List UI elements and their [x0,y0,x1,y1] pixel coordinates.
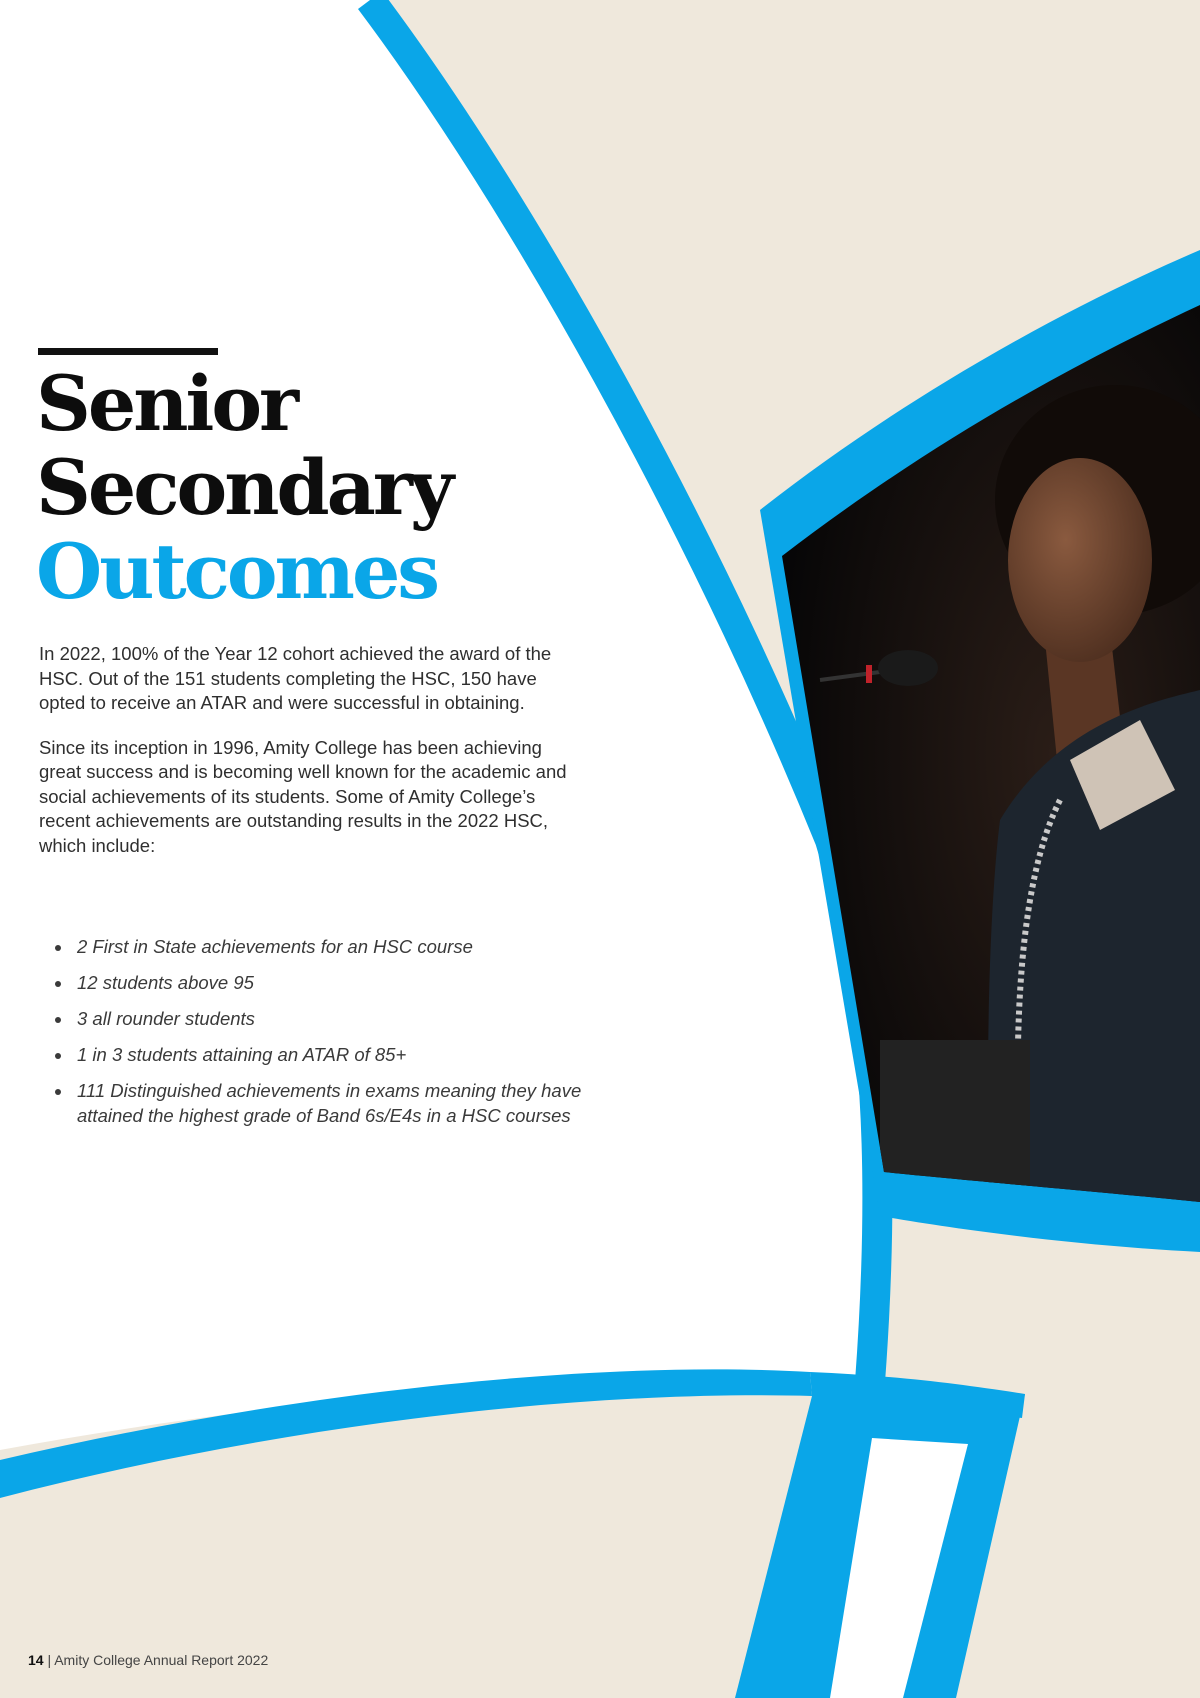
list-item: • 2 First in State achievements for an HSC course [73,934,603,959]
intro-text [39,642,579,878]
list-item: • 111 Distinguished achievements in exams meaning they have attained the highest grade of Band 6s/E4s in a HSC courses [73,1078,603,1128]
page-title [36,359,452,616]
title-line-3: Outcomes [36,527,438,616]
paragraph: In 2022, 100% of the Year 12 cohort achieved the award of the HSC. Out of the 151 students completing the HSC, 150 have opted to receive an ATAR and were successful in obtaining. [39,643,552,713]
heading-rule [38,348,218,355]
publication-name: | Amity College Annual Report 2022 [47,1652,269,1668]
title-line-1: Senior [36,359,297,448]
page-footer [28,1652,268,1668]
page-number: 14 [28,1652,44,1668]
achievements-list [55,934,603,1139]
title-line-2: Secondary [36,443,452,532]
list-item: • 1 in 3 students attaining an ATAR of 85+ [73,1042,603,1067]
list-item: • 12 students above 95 [73,970,603,995]
list-item: • 3 all rounder students [73,1006,603,1031]
paragraph: Since its inception in 1996, Amity College has been achieving great success and is becoming well known for the academic and social achievements of its students. Some of Amity College’s recent achievements are outstanding results in the 2022 HSC, which include: [39,736,567,856]
